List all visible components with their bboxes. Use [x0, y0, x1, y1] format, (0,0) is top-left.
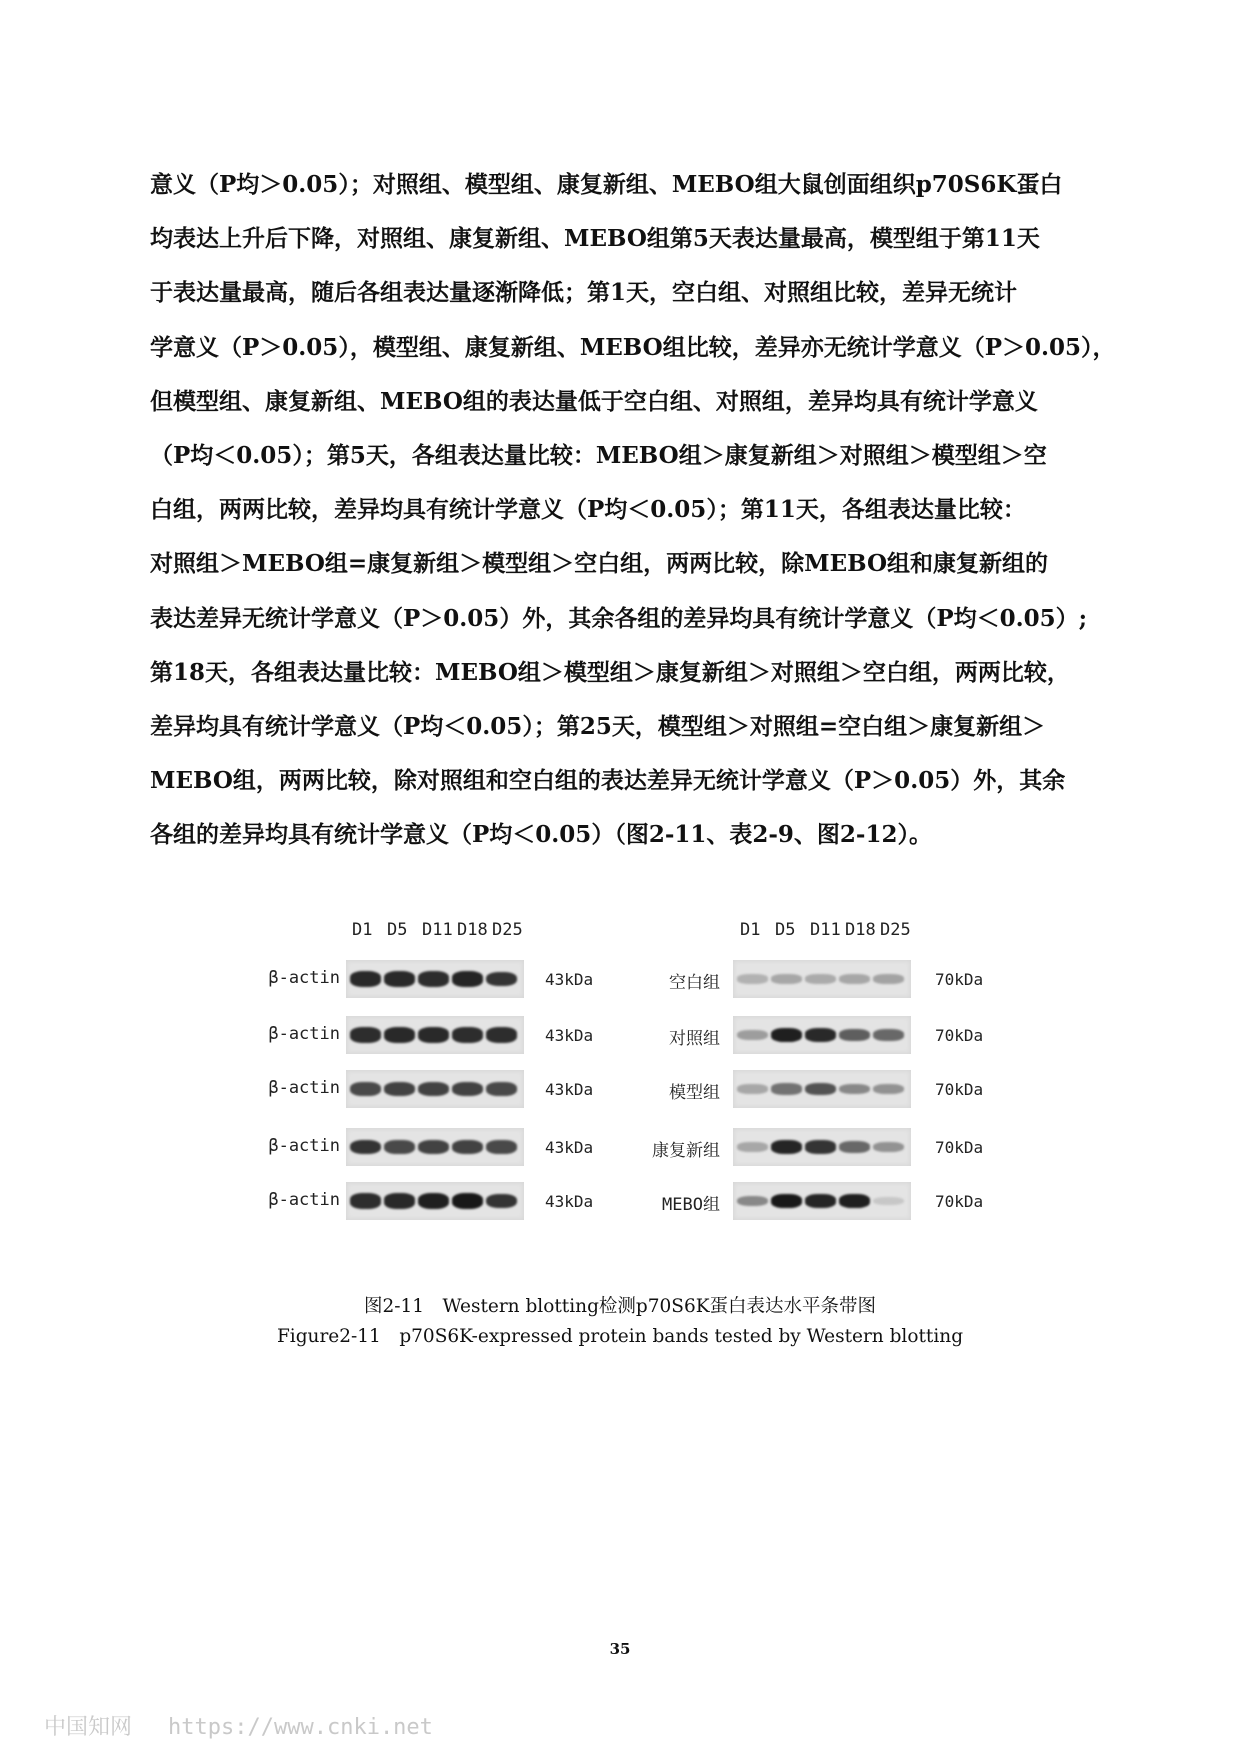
- blot-row-label: 康复新组: [652, 1141, 720, 1161]
- blot-row-label: 模型组: [669, 1083, 720, 1103]
- protein-band: [771, 1140, 802, 1153]
- blot-row-label: β-actin: [268, 1024, 340, 1044]
- kda-marker: 43kDa: [545, 1138, 594, 1157]
- paragraph-line: 第18天，各组表达量比较：MEBO组＞模型组＞康复新组＞对照组＞空白组，两两比较，: [150, 658, 1070, 686]
- protein-band: [418, 1082, 449, 1096]
- kda-marker: 43kDa: [545, 970, 594, 989]
- left-lane-d18: D18: [457, 920, 488, 940]
- figure-caption-cn: 图2-11 Western blotting检测p70S6K蛋白表达水平条带图: [363, 1296, 877, 1317]
- page-number: 35: [609, 1640, 631, 1658]
- protein-band: [350, 1027, 381, 1042]
- blot-strip: [346, 960, 524, 998]
- protein-band: [771, 1194, 802, 1208]
- protein-band: [384, 1082, 415, 1096]
- kda-marker: 70kDa: [935, 1080, 984, 1099]
- blot-strip: [733, 1070, 911, 1108]
- protein-band: [452, 1140, 483, 1154]
- paragraph-line: （P均＜0.05）；第5天，各组表达量比较：MEBO组＞康复新组＞对照组＞模型组＞空: [150, 442, 1047, 470]
- blot-strip: [346, 1070, 524, 1108]
- western-blot-figure: [0, 920, 1240, 1260]
- protein-band: [839, 974, 870, 984]
- paragraph-line: 差异均具有统计学意义（P均＜0.05）；第25天，模型组＞对照组=空白组＞康复新组＞: [150, 713, 1046, 741]
- blot-strip: [346, 1128, 524, 1166]
- protein-band: [486, 1140, 517, 1154]
- blot-strip: [346, 1016, 524, 1054]
- left-lane-d5: D5: [387, 920, 408, 940]
- paragraph-line: 各组的差异均具有统计学意义（P均＜0.05）（图2-11、表2-9、图2-12）。: [150, 821, 932, 849]
- right-lane-d18: D18: [845, 920, 876, 940]
- cnki-watermark: [44, 1710, 433, 1741]
- kda-marker: 70kDa: [935, 970, 984, 989]
- protein-band: [737, 1196, 768, 1207]
- figure-caption-en: Figure2-11 p70S6K-expressed protein bands tested by Western blotting: [276, 1326, 964, 1347]
- protein-band: [452, 1193, 483, 1209]
- protein-band: [805, 974, 836, 983]
- protein-band: [418, 1140, 449, 1154]
- protein-band: [873, 974, 904, 984]
- blot-strip: [346, 1182, 524, 1220]
- watermark-url: https://www.cnki.net: [168, 1715, 433, 1740]
- paragraph-line: MEBO组，两两比较，除对照组和空白组的表达差异无统计学意义（P＞0.05）外，其余: [150, 767, 1066, 795]
- paragraph-line: 对照组＞MEBO组=康复新组＞模型组＞空白组，两两比较，除MEBO组和康复新组的: [150, 550, 1049, 578]
- paragraph-line: 意义（P均＞0.05）；对照组、模型组、康复新组、MEBO组大鼠创面组织p70S6K蛋白: [150, 171, 1063, 198]
- watermark-brand: 中国知网: [44, 1715, 133, 1740]
- paragraph-line: 于表达量最高，随后各组表达量逐渐降低；第1天，空白组、对照组比较，差异无统计: [150, 279, 1018, 307]
- left-lane-d1: D1: [352, 920, 373, 940]
- left-lane-d25: D25: [492, 920, 523, 940]
- kda-marker: 70kDa: [935, 1192, 984, 1211]
- blot-row-label: 对照组: [669, 1029, 720, 1049]
- protein-band: [737, 974, 768, 983]
- protein-band: [486, 1194, 517, 1209]
- right-lane-d25: D25: [880, 920, 911, 940]
- protein-band: [839, 1084, 870, 1095]
- protein-band: [873, 1084, 904, 1094]
- protein-band: [839, 1141, 870, 1152]
- blot-strip: [733, 960, 911, 998]
- blot-row-label: β-actin: [268, 968, 340, 988]
- protein-band: [350, 1082, 381, 1096]
- blot-row-label: 空白组: [669, 973, 720, 993]
- protein-band: [486, 1027, 517, 1042]
- blot-row-label: β-actin: [268, 1190, 340, 1210]
- blot-strip: [733, 1128, 911, 1166]
- body-paragraph: [150, 158, 1116, 863]
- blot-row-label: β-actin: [268, 1136, 340, 1156]
- protein-band: [873, 1197, 904, 1206]
- protein-band: [486, 972, 517, 987]
- blot-strip: [733, 1016, 911, 1054]
- blot-row-label: β-actin: [268, 1078, 340, 1098]
- right-lane-d5: D5: [775, 920, 796, 940]
- right-lane-d11: D11: [810, 920, 841, 940]
- kda-marker: 43kDa: [545, 1080, 594, 1099]
- paragraph-line: 学意义（P＞0.05），模型组、康复新组、MEBO组比较，差异亦无统计学意义（P＞0.05），: [150, 333, 1116, 361]
- protein-band: [350, 971, 381, 986]
- right-lane-d1: D1: [740, 920, 761, 940]
- protein-band: [873, 1029, 904, 1040]
- protein-band: [771, 974, 802, 984]
- protein-band: [839, 1194, 870, 1208]
- paragraph-line: 白组，两两比较，差异均具有统计学意义（P均＜0.05）；第11天，各组表达量比较：: [150, 496, 1026, 524]
- protein-band: [486, 1082, 517, 1096]
- protein-band: [771, 1083, 802, 1094]
- protein-band: [805, 1028, 836, 1041]
- protein-band: [452, 1082, 483, 1096]
- protein-band: [737, 1084, 768, 1094]
- protein-band: [805, 1083, 836, 1095]
- kda-marker: 43kDa: [545, 1026, 594, 1045]
- protein-band: [771, 1028, 802, 1042]
- protein-band: [805, 1140, 836, 1153]
- protein-band: [737, 1030, 768, 1040]
- protein-band: [384, 1140, 415, 1154]
- protein-band: [384, 971, 415, 986]
- protein-band: [452, 1027, 483, 1042]
- protein-band: [384, 1027, 415, 1042]
- protein-band: [737, 1142, 768, 1152]
- blot-strip: [733, 1182, 911, 1220]
- kda-marker: 43kDa: [545, 1192, 594, 1211]
- protein-band: [452, 971, 483, 986]
- protein-band: [418, 1193, 449, 1209]
- protein-band: [839, 1029, 870, 1041]
- protein-band: [418, 971, 449, 986]
- protein-band: [805, 1194, 836, 1207]
- protein-band: [350, 1140, 381, 1155]
- protein-band: [350, 1193, 381, 1208]
- kda-marker: 70kDa: [935, 1138, 984, 1157]
- paragraph-line: 但模型组、康复新组、MEBO组的表达量低于空白组、对照组，差异均具有统计学意义: [150, 387, 1038, 415]
- kda-marker: 70kDa: [935, 1026, 984, 1045]
- blot-row-label: MEBO组: [662, 1195, 720, 1215]
- protein-band: [418, 1027, 449, 1042]
- protein-band: [384, 1193, 415, 1208]
- paragraph-line: 表达差异无统计学意义（P＞0.05）外，其余各组的差异均具有统计学意义（P均＜0.05）;: [150, 604, 1088, 632]
- left-lane-d11: D11: [422, 920, 453, 940]
- protein-band: [873, 1142, 904, 1152]
- paragraph-line: 均表达上升后下降，对照组、康复新组、MEBO组第5天表达量最高，模型组于第11天: [150, 225, 1040, 253]
